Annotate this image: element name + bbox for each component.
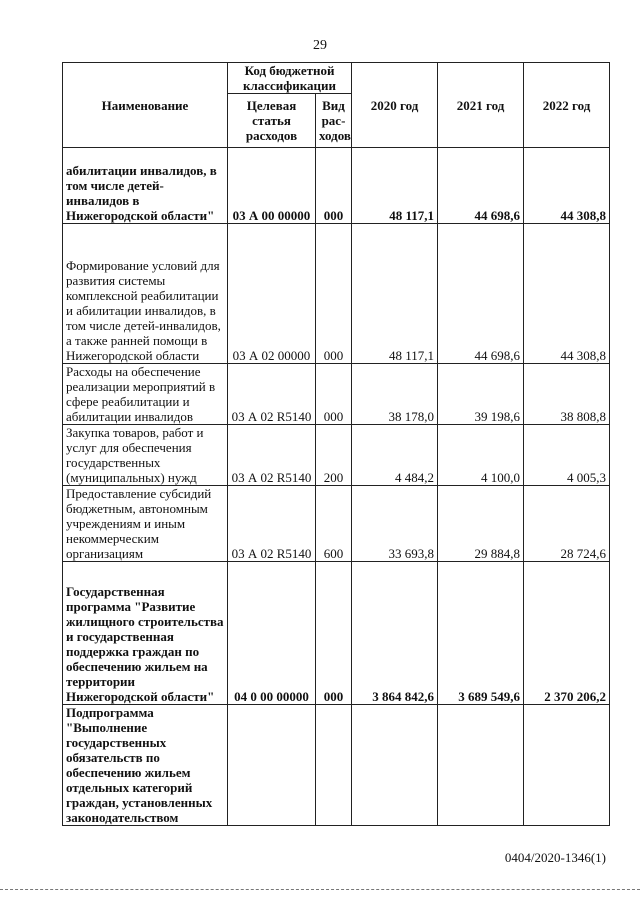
table-row — [63, 562, 610, 705]
row-target-article: 03 А 02 R5140 — [228, 486, 316, 562]
row-value-2021 — [438, 705, 524, 826]
row-target-article: 03 А 02 R5140 — [228, 364, 316, 425]
row-name: Подпрограмма "Выполнение государственных обязательств по обеспечению жильем отдельных категорий граждан, установленных законодательством — [63, 705, 228, 826]
row-value-2021: 4 100,0 — [438, 425, 524, 486]
row-value-2021: 44 698,6 — [438, 224, 524, 364]
row-name: абилитации инвалидов, в том числе детей-инвалидов в Нижегородской области" — [63, 148, 228, 224]
row-value-2022: 44 308,8 — [524, 224, 610, 364]
row-value-2020: 4 484,2 — [352, 425, 438, 486]
row-value-2020 — [352, 705, 438, 826]
row-value-2021: 39 198,6 — [438, 364, 524, 425]
header-2020: 2020 год — [352, 63, 438, 148]
header-expense-type: Вид рас-ходов — [316, 94, 352, 148]
table-row — [63, 364, 610, 425]
row-value-2020: 48 117,1 — [352, 148, 438, 224]
row-value-2021: 44 698,6 — [438, 148, 524, 224]
row-expense-type: 000 — [316, 364, 352, 425]
document-code: 0404/2020-1346(1) — [504, 850, 606, 865]
row-expense-type: 600 — [316, 486, 352, 562]
budget-table — [62, 62, 610, 826]
row-value-2020: 48 117,1 — [352, 224, 438, 364]
row-value-2020: 3 864 842,6 — [352, 562, 438, 705]
header-2022: 2022 год — [524, 63, 610, 148]
row-expense-type: 200 — [316, 425, 352, 486]
row-name: Предоставление субсидий бюджетным, автономным учреждениям и иным некоммерческим организациям — [63, 486, 228, 562]
row-target-article: 04 0 00 00000 — [228, 562, 316, 705]
row-expense-type — [316, 705, 352, 826]
row-value-2022 — [524, 705, 610, 826]
row-target-article — [228, 705, 316, 826]
row-value-2022: 2 370 206,2 — [524, 562, 610, 705]
row-value-2021: 29 884,8 — [438, 486, 524, 562]
header-2021: 2021 год — [438, 63, 524, 148]
table-row — [63, 425, 610, 486]
page-number: 29 — [313, 38, 327, 53]
row-name: Государственная программа "Развитие жилищного строительства и государственная поддержка граждан по обеспечению жильем на территории Нижегородской области" — [63, 562, 228, 705]
table-row — [63, 148, 610, 224]
row-value-2022: 44 308,8 — [524, 148, 610, 224]
header-name: Наименование — [63, 63, 228, 148]
row-value-2020: 33 693,8 — [352, 486, 438, 562]
row-value-2022: 38 808,8 — [524, 364, 610, 425]
row-value-2020: 38 178,0 — [352, 364, 438, 425]
row-target-article: 03 А 02 R5140 — [228, 425, 316, 486]
row-expense-type: 000 — [316, 148, 352, 224]
row-target-article: 03 А 02 00000 — [228, 224, 316, 364]
table-row — [63, 486, 610, 562]
row-name: Расходы на обеспечение реализации мероприятий в сфере реабилитации и абилитации инвалидов — [63, 364, 228, 425]
header-code-group: Код бюджетной классификации — [228, 63, 352, 94]
table-row — [63, 224, 610, 364]
row-value-2022: 4 005,3 — [524, 425, 610, 486]
header-target-article: Целевая статья расходов — [228, 94, 316, 148]
bottom-rule — [0, 889, 640, 890]
row-value-2022: 28 724,6 — [524, 486, 610, 562]
row-target-article: 03 А 00 00000 — [228, 148, 316, 224]
row-expense-type: 000 — [316, 562, 352, 705]
row-name: Закупка товаров, работ и услуг для обеспечения государственных (муниципальных) нужд — [63, 425, 228, 486]
row-value-2021: 3 689 549,6 — [438, 562, 524, 705]
table-row — [63, 705, 610, 826]
row-name: Формирование условий для развития системы комплексной реабилитации и абилитации инвалидов, в том числе детей-инвалидов, а также ранней помощи в Нижегородской области — [63, 224, 228, 364]
row-expense-type: 000 — [316, 224, 352, 364]
